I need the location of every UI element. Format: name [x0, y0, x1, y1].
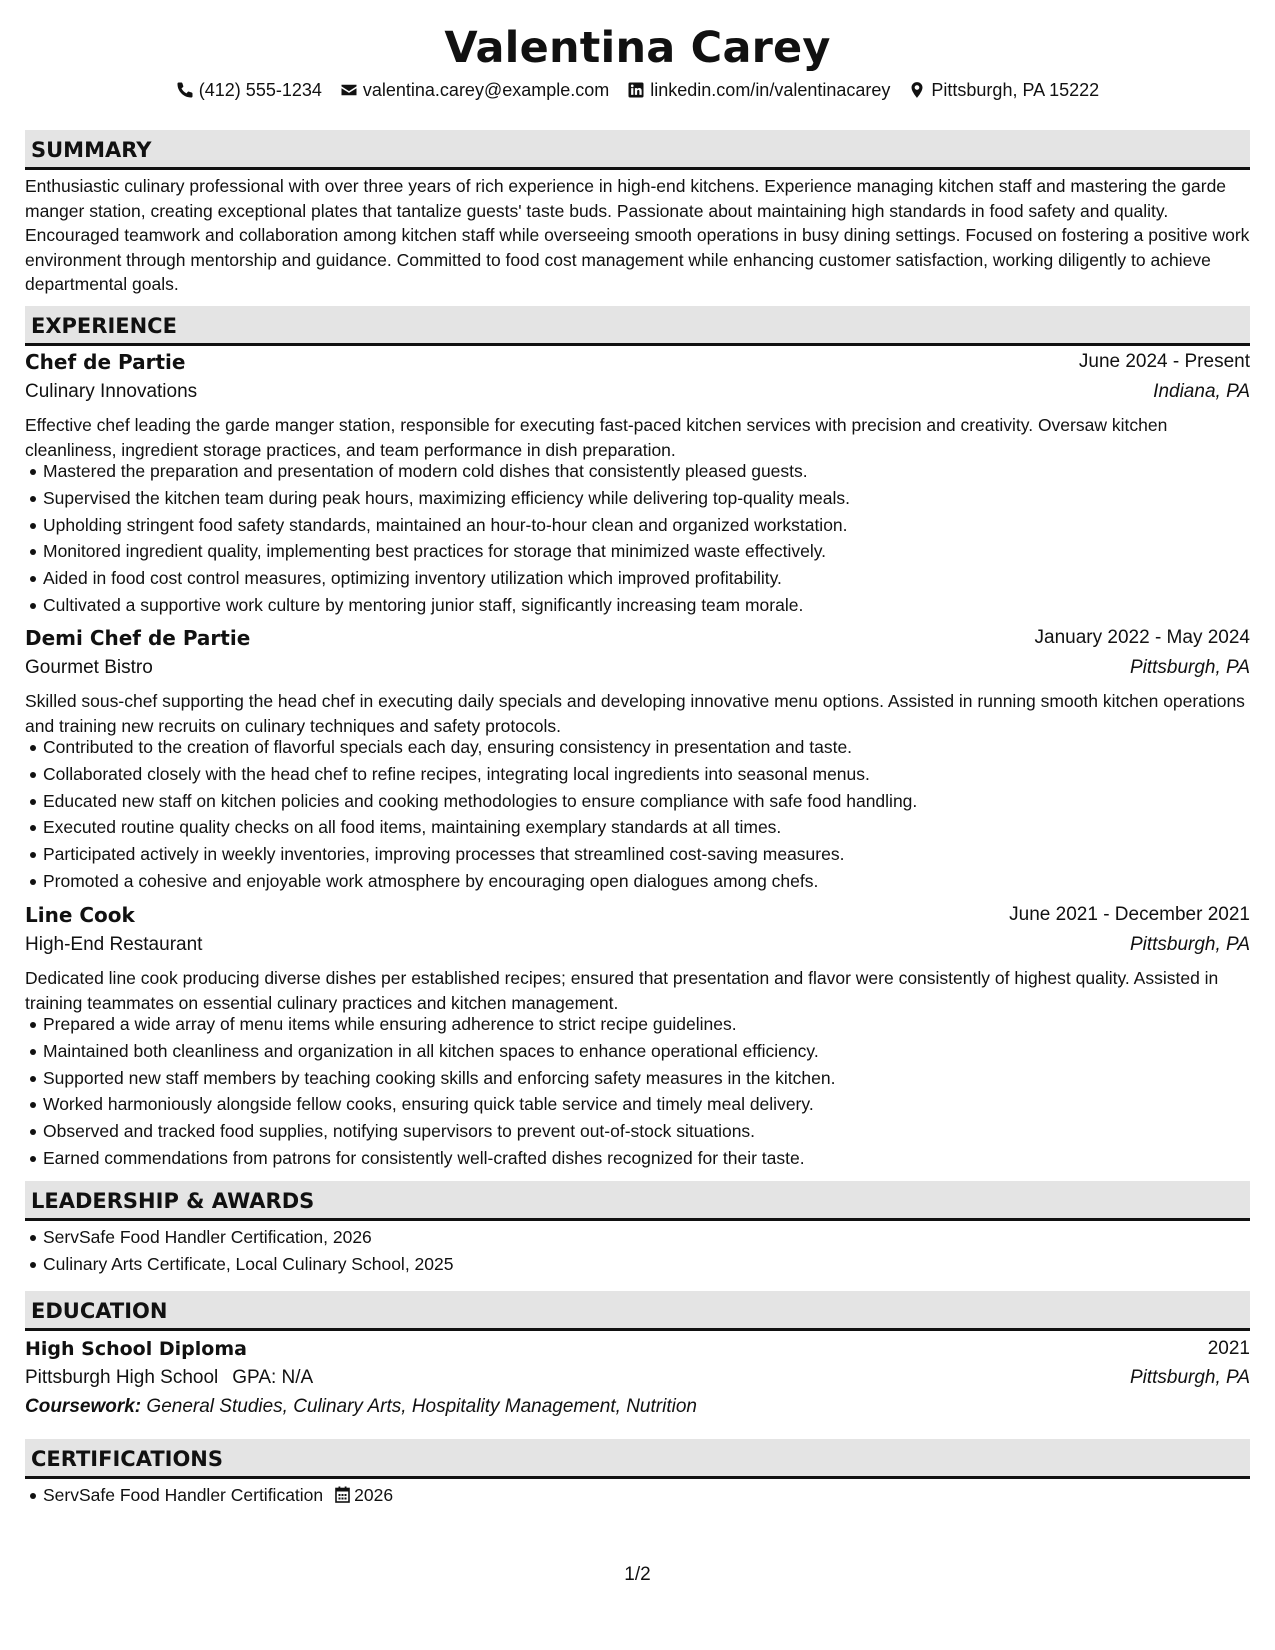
job-dates: January 2022 - May 2024 [1034, 627, 1250, 648]
job-title: Line Cook [25, 903, 135, 927]
section-title: SUMMARY [31, 138, 152, 162]
contact-location [908, 78, 1099, 102]
list-item: Mastered the preparation and presentation of modern cold dishes that consistently pleased guests. [25, 458, 1250, 485]
job-title: Chef de Partie [25, 350, 186, 374]
map-pin-icon [908, 81, 926, 99]
job-description: Effective chef leading the garde manger station, responsible for executing fast-paced kitchen services with precision and creativity. Oversaw kitchen cleanliness, ingredient storage practices, and team performance in dish preparation. [25, 415, 1168, 460]
list-item: Collaborated closely with the head chef to refine recipes, integrating local ingredients into seasonal menus. [25, 761, 1250, 788]
education-gpa: GPA: N/A [232, 1367, 314, 1388]
contact-linkedin[interactable] [627, 78, 890, 102]
list-item: Participated actively in weekly inventories, improving processes that streamlined cost-saving measures. [25, 841, 1250, 868]
job-company: Gourmet Bistro [25, 657, 153, 678]
awards-heading [25, 1181, 1250, 1221]
job-company: Culinary Innovations [25, 381, 198, 402]
list-item: Cultivated a supportive work culture by mentoring junior staff, significantly increasing team morale. [25, 592, 1250, 619]
certification-date: 2026 [354, 1485, 394, 1505]
job-dates: June 2021 - December 2021 [1009, 904, 1250, 925]
certifications-list [25, 1482, 1250, 1509]
awards-list [25, 1224, 1250, 1278]
list-item: Supervised the kitchen team during peak hours, maximizing efficiency while delivering top-quality meals. [25, 485, 1250, 512]
section-title: EDUCATION [31, 1299, 168, 1323]
list-item: Culinary Arts Certificate, Local Culinary School, 2025 [25, 1251, 1250, 1278]
list-item: Prepared a wide array of menu items while ensuring adherence to strict recipe guidelines. [25, 1011, 1250, 1038]
job-description: Skilled sous-chef supporting the head chef in executing daily specials and developing innovative menu options. Assisted in running smooth kitchen operations and training new recruits on culinary techniques and safety protocols. [25, 691, 1245, 736]
envelope-icon [340, 81, 358, 99]
phone-icon [176, 81, 194, 99]
list-item: Upholding stringent food safety standards, maintained an hour-to-hour clean and organized workstation. [25, 512, 1250, 539]
job-description: Dedicated line cook producing diverse dishes per established recipes; ensured that presentation and flavor were consistently of highest quality. Assisted in training teammates on essential culinary practices and kitchen management. [25, 968, 1219, 1013]
contact-bar [25, 78, 1250, 102]
linkedin-text: linkedin.com/in/valentinacarey [650, 80, 891, 100]
candidate-name: Valentina Carey [444, 23, 831, 73]
coursework-label: Coursework: [25, 1396, 142, 1417]
list-item: Maintained both cleanliness and organization in all kitchen spaces to enhance operational efficiency. [25, 1038, 1250, 1065]
page-number: 1/2 [624, 1564, 651, 1585]
list-item: Executed routine quality checks on all food items, maintaining exemplary standards at all times. [25, 814, 1250, 841]
list-item: Aided in food cost control measures, optimizing inventory utilization which improved profitability. [25, 565, 1250, 592]
education-heading [25, 1291, 1250, 1331]
job-bullets [25, 458, 1250, 619]
list-item: ServSafe Food Handler Certification, 2026 [25, 1224, 1250, 1251]
certification-name: ServSafe Food Handler Certification [43, 1485, 324, 1505]
job-location: Pittsburgh, PA [1129, 934, 1250, 955]
job-dates: June 2024 - Present [1078, 351, 1250, 372]
list-item: Observed and tracked food supplies, notifying supervisors to prevent out-of-stock situations. [25, 1118, 1250, 1145]
list-item [25, 1482, 1250, 1509]
job-title: Demi Chef de Partie [25, 626, 251, 650]
contact-email[interactable] [340, 78, 609, 102]
job-bullets [25, 1011, 1250, 1172]
summary-text: Enthusiastic culinary professional with over three years of rich experience in high-end kitchens. Experience managing kitchen staff and mastering the garde manger station, creating exceptional plates that tantalize guests' taste buds. Passionate about maintaining high standards in food safety and quality. Encouraged teamwork and collaboration among kitchen staff while overseeing smooth operations in busy dining settings. Focused on fostering a positive work environment through mentorship and guidance. Committed to food cost management while enhancing customer satisfaction, working diligently to achieve departmental goals. [25, 176, 1250, 294]
list-item: Worked harmoniously alongside fellow cooks, ensuring quick table service and timely meal delivery. [25, 1091, 1250, 1118]
summary-heading [25, 130, 1250, 170]
job-bullets [25, 734, 1250, 895]
education-degree: High School Diploma [25, 1338, 247, 1360]
job-location: Indiana, PA [1153, 381, 1250, 402]
section-title: CERTIFICATIONS [31, 1447, 224, 1471]
section-title: LEADERSHIP & AWARDS [31, 1189, 315, 1213]
calendar-icon [335, 1486, 350, 1503]
resume-page [25, 0, 1250, 1650]
job-company: High-End Restaurant [25, 934, 203, 955]
education-school: Pittsburgh High School [25, 1367, 219, 1388]
list-item: Educated new staff on kitchen policies and cooking methodologies to ensure compliance with safe food handling. [25, 788, 1250, 815]
list-item: Contributed to the creation of flavorful specials each day, ensuring consistency in presentation and taste. [25, 734, 1250, 761]
section-title: EXPERIENCE [31, 314, 177, 338]
coursework-text: General Studies, Culinary Arts, Hospitality Management, Nutrition [146, 1396, 697, 1417]
experience-heading [25, 306, 1250, 346]
phone-text: (412) 555-1234 [198, 80, 322, 100]
education-location: Pittsburgh, PA [1129, 1367, 1250, 1388]
education-coursework [25, 1394, 697, 1420]
list-item: Monitored ingredient quality, implementing best practices for storage that minimized waste effectively. [25, 538, 1250, 565]
job-location: Pittsburgh, PA [1129, 657, 1250, 678]
list-item: Supported new staff members by teaching cooking skills and enforcing safety measures in the kitchen. [25, 1065, 1250, 1092]
linkedin-icon [627, 81, 645, 99]
education-school-line [25, 1365, 313, 1391]
certifications-heading [25, 1439, 1250, 1479]
email-text: valentina.carey@example.com [362, 80, 610, 100]
contact-phone[interactable] [176, 78, 322, 102]
list-item: Earned commendations from patrons for consistently well-crafted dishes recognized for their taste. [25, 1145, 1250, 1172]
education-year: 2021 [1207, 1338, 1250, 1359]
list-item: Promoted a cohesive and enjoyable work atmosphere by encouraging open dialogues among chefs. [25, 868, 1250, 895]
location-text: Pittsburgh, PA 15222 [931, 80, 1100, 100]
